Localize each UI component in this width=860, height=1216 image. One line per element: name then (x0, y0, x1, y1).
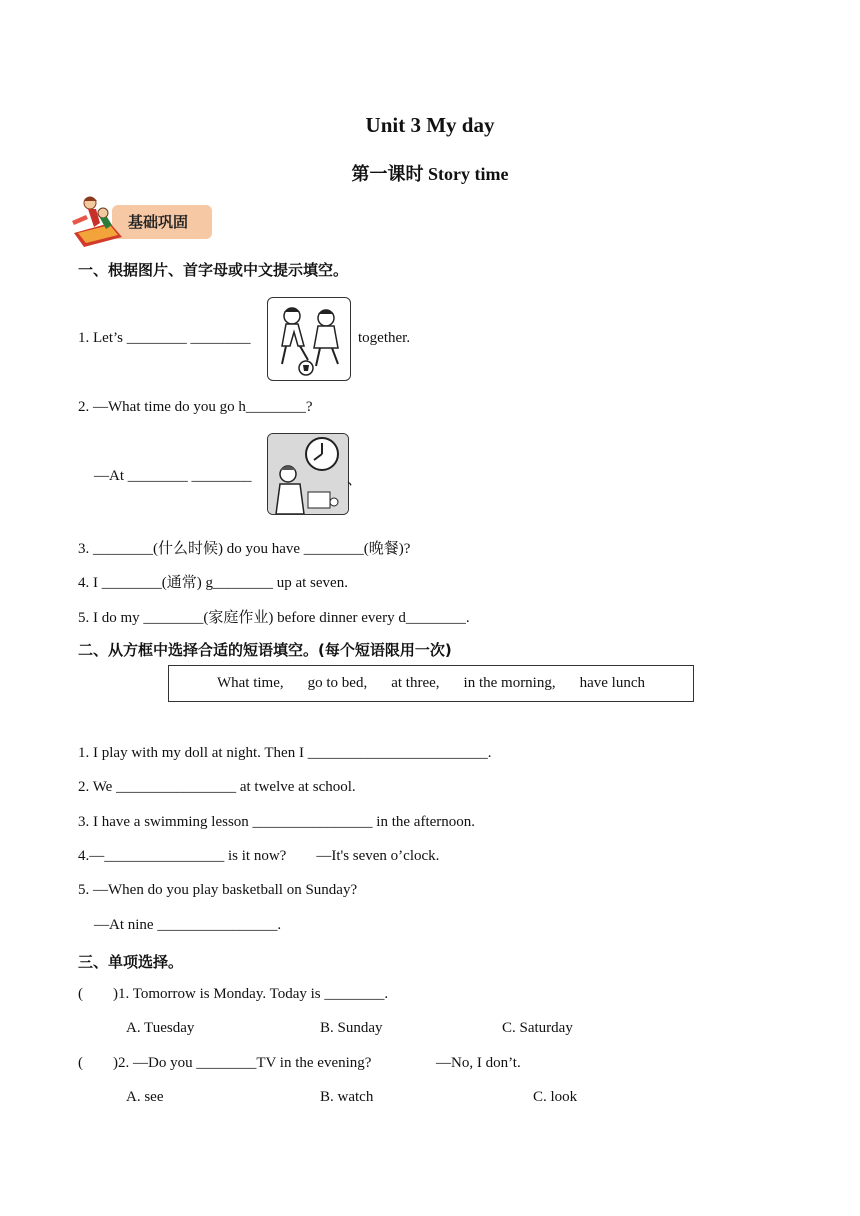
phrase-item: at three, (391, 675, 440, 691)
s3-question-2: ( )2. —Do you ________TV in the evening? (78, 1055, 372, 1071)
section3-heading: 三、单项选择。 (78, 953, 184, 971)
s1-question-2-mark: 、 (347, 472, 363, 488)
flying-kids-icon (70, 193, 130, 248)
section2-heading: 二、从方框中选择合适的短语填空。(每个短语限用一次) (78, 641, 452, 659)
phrase-box (168, 665, 694, 702)
s1-question-1-end: together. (358, 330, 411, 346)
s2-question-3: 3. I have a swimming lesson ________________ in the afternoon. (78, 814, 476, 830)
lesson-subtitle: 第一课时 Story time (351, 164, 509, 184)
section1-heading: 一、根据图片、首字母或中文提示填空。 (78, 261, 349, 279)
s3-q2-option-b: B. watch (320, 1089, 374, 1105)
phrase-item: have lunch (579, 675, 645, 691)
s3-q2-option-c: C. look (533, 1089, 578, 1105)
phrase-item: in the morning, (463, 675, 556, 691)
s2-question-5: 5. —When do you play basketball on Sunday? (78, 882, 358, 898)
s3-q1-option-b: B. Sunday (320, 1020, 383, 1036)
s3-question-2-reply: —No, I don’t. (436, 1055, 521, 1071)
football-players-icon (268, 298, 350, 380)
clock-icon (268, 434, 348, 514)
badge-label: 基础巩固 (128, 213, 189, 231)
s2-question-4: 4.—________________ is it now? —It's seven o’clock. (78, 848, 440, 864)
s2-question-2: 2. We ________________ at twelve at school. (78, 779, 356, 795)
s1-question-1: 1. Let’s ________ ________ (78, 330, 251, 346)
football-picture (267, 297, 351, 381)
page-title: Unit 3 My day (365, 113, 495, 137)
s1-question-5: 5. I do my ________(家庭作业) before dinner every d________. (78, 610, 470, 626)
clock-picture (267, 433, 349, 515)
s1-question-2: 2. —What time do you go h________? (78, 399, 313, 415)
s2-question-1: 1. I play with my doll at night. Then I ________________________. (78, 745, 492, 761)
s3-question-1: ( )1. Tomorrow is Monday. Today is ________. (78, 986, 389, 1002)
phrase-item: What time, (216, 675, 284, 691)
s1-question-2-answer: —At ________ ________ (94, 468, 252, 484)
s2-question-5-answer: —At nine ________________. (94, 917, 282, 933)
s3-q1-option-a: A. Tuesday (126, 1020, 195, 1036)
s3-q2-option-a: A. see (126, 1089, 164, 1105)
s1-question-3: 3. ________(什么时候) do you have ________(晚餐)? (78, 541, 411, 557)
phrase-item: go to bed, (307, 675, 368, 691)
s1-question-4: 4. I ________(通常) g________ up at seven. (78, 575, 348, 591)
section-badge (70, 193, 215, 248)
s3-q1-option-c: C. Saturday (502, 1020, 573, 1036)
